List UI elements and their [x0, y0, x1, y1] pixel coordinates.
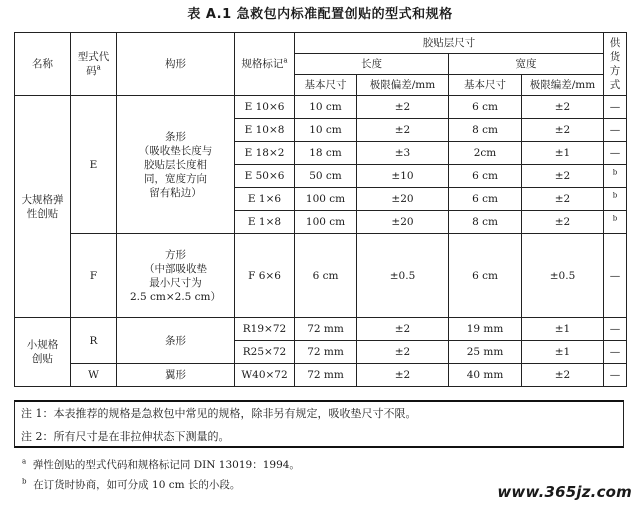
- spec-table: [14, 32, 627, 387]
- length-tol-cell: ±2: [357, 318, 449, 341]
- spec-cell: R25×72: [235, 341, 295, 364]
- width-tol-cell: ±1: [522, 142, 604, 165]
- width-tol-cell: ±2: [522, 96, 604, 119]
- spec-cell: E 10×8: [235, 119, 295, 142]
- spec-cell: E 1×6: [235, 188, 295, 211]
- supply-cell: —: [604, 142, 627, 165]
- header-length: 长度: [295, 54, 449, 75]
- table-row: [15, 96, 627, 119]
- length-tol-cell: ±0.5: [357, 234, 449, 318]
- width-cell: 19 mm: [449, 318, 522, 341]
- spec-cell: E 1×8: [235, 211, 295, 234]
- supply-cell: b: [604, 211, 627, 234]
- supply-cell: —: [604, 318, 627, 341]
- header-length-tolerance: 极限偏差/mm: [357, 75, 449, 96]
- table-row: [15, 234, 627, 318]
- notes-box: [14, 400, 624, 448]
- header-supply: 供货方式: [604, 33, 627, 96]
- supply-cell: b: [604, 188, 627, 211]
- supply-cell: b: [604, 165, 627, 188]
- code-R: R: [71, 318, 117, 364]
- length-cell: 50 cm: [295, 165, 357, 188]
- table-title: 表 A.1 急救包内标准配置创贴的型式和规格: [187, 7, 453, 22]
- code-E: E: [71, 96, 117, 234]
- footnote-b: $^b$ 在订货时协商，如可分成 10 cm 长的小段。: [22, 477, 241, 491]
- group-large: 大规格弹性创贴: [15, 96, 71, 318]
- header-name: 名称: [15, 33, 71, 96]
- header-width-basic: 基本尺寸: [449, 75, 522, 96]
- width-tol-cell: ±2: [522, 211, 604, 234]
- width-cell: 6 cm: [449, 234, 522, 318]
- length-cell: 72 mm: [295, 318, 357, 341]
- length-tol-cell: ±2: [357, 341, 449, 364]
- length-tol-cell: ±2: [357, 96, 449, 119]
- length-cell: 72 mm: [295, 341, 357, 364]
- spec-cell: E 50×6: [235, 165, 295, 188]
- code-F: F: [71, 234, 117, 318]
- shape-W: 翼形: [117, 364, 235, 387]
- width-tol-cell: ±2: [522, 188, 604, 211]
- shape-R: 条形: [117, 318, 235, 364]
- table-row: [15, 364, 627, 387]
- width-cell: 2cm: [449, 142, 522, 165]
- header-spec: 规格标记$^a$: [235, 33, 295, 96]
- header-length-basic: 基本尺寸: [295, 75, 357, 96]
- footnote-a: $^a$ 弹性创贴的型式代码和规格标记同 DIN 13019：1994。: [22, 457, 300, 471]
- spec-cell: E 10×6: [235, 96, 295, 119]
- header-row-1: [15, 33, 627, 54]
- length-cell: 18 cm: [295, 142, 357, 165]
- width-cell: 40 mm: [449, 364, 522, 387]
- width-tol-cell: ±2: [522, 165, 604, 188]
- shape-F: 方形 （中部吸收垫 最小尺寸为 2.5 cm×2.5 cm）: [117, 234, 235, 318]
- length-cell: 10 cm: [295, 96, 357, 119]
- group-small: 小规格创贴: [15, 318, 71, 387]
- length-tol-cell: ±2: [357, 364, 449, 387]
- table-row: [15, 318, 627, 341]
- width-cell: 6 cm: [449, 96, 522, 119]
- width-cell: 6 cm: [449, 165, 522, 188]
- header-width: 宽度: [449, 54, 604, 75]
- length-cell: 6 cm: [295, 234, 357, 318]
- note-2: 注 2：所有尺寸是在非拉伸状态下测量的。: [21, 430, 230, 443]
- spec-cell: F 6×6: [235, 234, 295, 318]
- header-shape: 构形: [117, 33, 235, 96]
- header-adhesive: 胶贴层尺寸: [295, 33, 604, 54]
- header-width-tolerance: 极限编差/mm: [522, 75, 604, 96]
- length-cell: 100 cm: [295, 188, 357, 211]
- width-cell: 25 mm: [449, 341, 522, 364]
- width-tol-cell: ±1: [522, 318, 604, 341]
- length-tol-cell: ±3: [357, 142, 449, 165]
- length-cell: 100 cm: [295, 211, 357, 234]
- width-cell: 8 cm: [449, 119, 522, 142]
- length-tol-cell: ±20: [357, 211, 449, 234]
- width-cell: 8 cm: [449, 211, 522, 234]
- width-tol-cell: ±1: [522, 341, 604, 364]
- header-type-code: 型式代码$^a$: [71, 33, 117, 96]
- spec-cell: E 18×2: [235, 142, 295, 165]
- spec-cell: W40×72: [235, 364, 295, 387]
- supply-cell: —: [604, 119, 627, 142]
- width-tol-cell: ±0.5: [522, 234, 604, 318]
- supply-cell: —: [604, 96, 627, 119]
- width-tol-cell: ±2: [522, 119, 604, 142]
- length-cell: 72 mm: [295, 364, 357, 387]
- supply-cell: —: [604, 364, 627, 387]
- width-cell: 6 cm: [449, 188, 522, 211]
- length-cell: 10 cm: [295, 119, 357, 142]
- length-tol-cell: ±20: [357, 188, 449, 211]
- supply-cell: —: [604, 234, 627, 318]
- length-tol-cell: ±10: [357, 165, 449, 188]
- shape-E: 条形 （吸收垫长度与 胶贴层长度相 同，宽度方向 留有粘边）: [117, 96, 235, 234]
- length-tol-cell: ±2: [357, 119, 449, 142]
- code-W: W: [71, 364, 117, 387]
- note-1: 注 1：本表推荐的规格是急救包中常见的规格，除非另有规定，吸收垫尺寸不限。: [21, 407, 417, 420]
- watermark: www.365jz.com: [497, 483, 632, 501]
- supply-cell: —: [604, 341, 627, 364]
- width-tol-cell: ±2: [522, 364, 604, 387]
- spec-cell: R19×72: [235, 318, 295, 341]
